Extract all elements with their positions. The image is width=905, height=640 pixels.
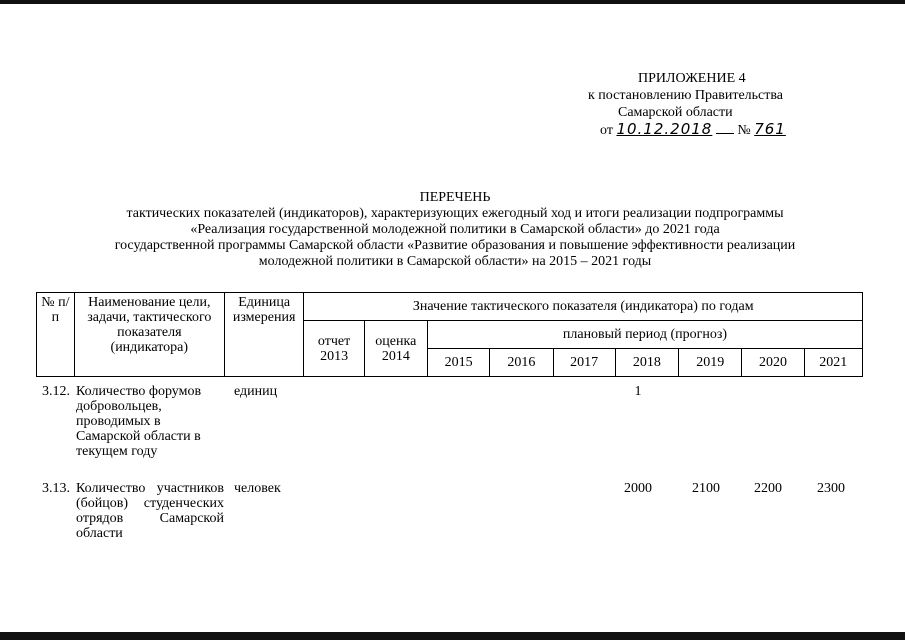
row-value-2021: 2300 <box>817 481 845 496</box>
row-value-2018: 1 <box>634 384 642 399</box>
appendix-line-3: Самарской области <box>618 105 733 120</box>
row-unit: человек <box>234 481 281 496</box>
header-name: Наименование цели, задачи, тактического показателя (индикатора) <box>74 293 224 377</box>
header-year-2020: 2020 <box>742 349 804 377</box>
from-label: от <box>600 123 613 138</box>
heading-line-2: «Реализация государственной молодежной политики в Самарской области» до 2021 года <box>190 222 720 237</box>
appendix-signature-line <box>560 121 850 139</box>
scan-top-edge <box>0 0 905 4</box>
header-year-2018: 2018 <box>615 349 678 377</box>
header-plan-period: плановый период (прогноз) <box>427 321 862 349</box>
header-year-2019: 2019 <box>679 349 742 377</box>
row-value-2020: 2200 <box>754 481 782 496</box>
row-value-2018: 2000 <box>624 481 652 496</box>
number-label: № <box>737 123 751 138</box>
header-year-2021: 2021 <box>804 349 862 377</box>
header-estimate-2014: оценка 2014 <box>364 321 427 377</box>
appendix-block <box>560 70 850 139</box>
heading-line-4: молодежной политики в Самарской области» на 2015 – 2021 годы <box>258 254 652 269</box>
heading-line-3: государственной программы Самарской области «Развитие образования и повышение эффективности реализации <box>114 238 796 253</box>
heading-line-1: тактических показателей (индикаторов), характеризующих ежегодный ход и итоги реализации подпрограммы <box>126 206 784 221</box>
header-year-2016: 2016 <box>490 349 553 377</box>
row-unit: единиц <box>234 384 278 399</box>
row-indicator-name: Количество форумов добровольцев, проводимых в Самарской области в текущем году <box>76 384 202 459</box>
scan-bottom-edge <box>0 632 905 640</box>
row-number: 3.13. <box>42 481 70 496</box>
header-report-2013: отчет 2013 <box>304 321 364 377</box>
handwritten-date: 10.12.2018 <box>616 120 713 138</box>
header-unit: Единица измерения <box>224 293 304 377</box>
indicators-table-header <box>36 292 863 377</box>
header-values: Значение тактического показателя (индикатора) по годам <box>304 293 863 321</box>
document-heading <box>40 190 870 270</box>
heading-title: ПЕРЕЧЕНЬ <box>419 190 491 205</box>
date-underline <box>716 133 734 134</box>
header-year-2015: 2015 <box>427 349 489 377</box>
row-number: 3.12. <box>42 384 70 399</box>
appendix-title: ПРИЛОЖЕНИЕ 4 <box>638 71 746 86</box>
row-value-2019: 2100 <box>692 481 720 496</box>
appendix-line-2: к постановлению Правительства <box>588 88 784 103</box>
handwritten-number: 761 <box>754 120 786 138</box>
row-indicator-name: Количество участников (бойцов) студенческих отрядов Самарской области <box>76 481 224 541</box>
header-number: № п/п <box>37 293 75 377</box>
header-year-2017: 2017 <box>553 349 615 377</box>
